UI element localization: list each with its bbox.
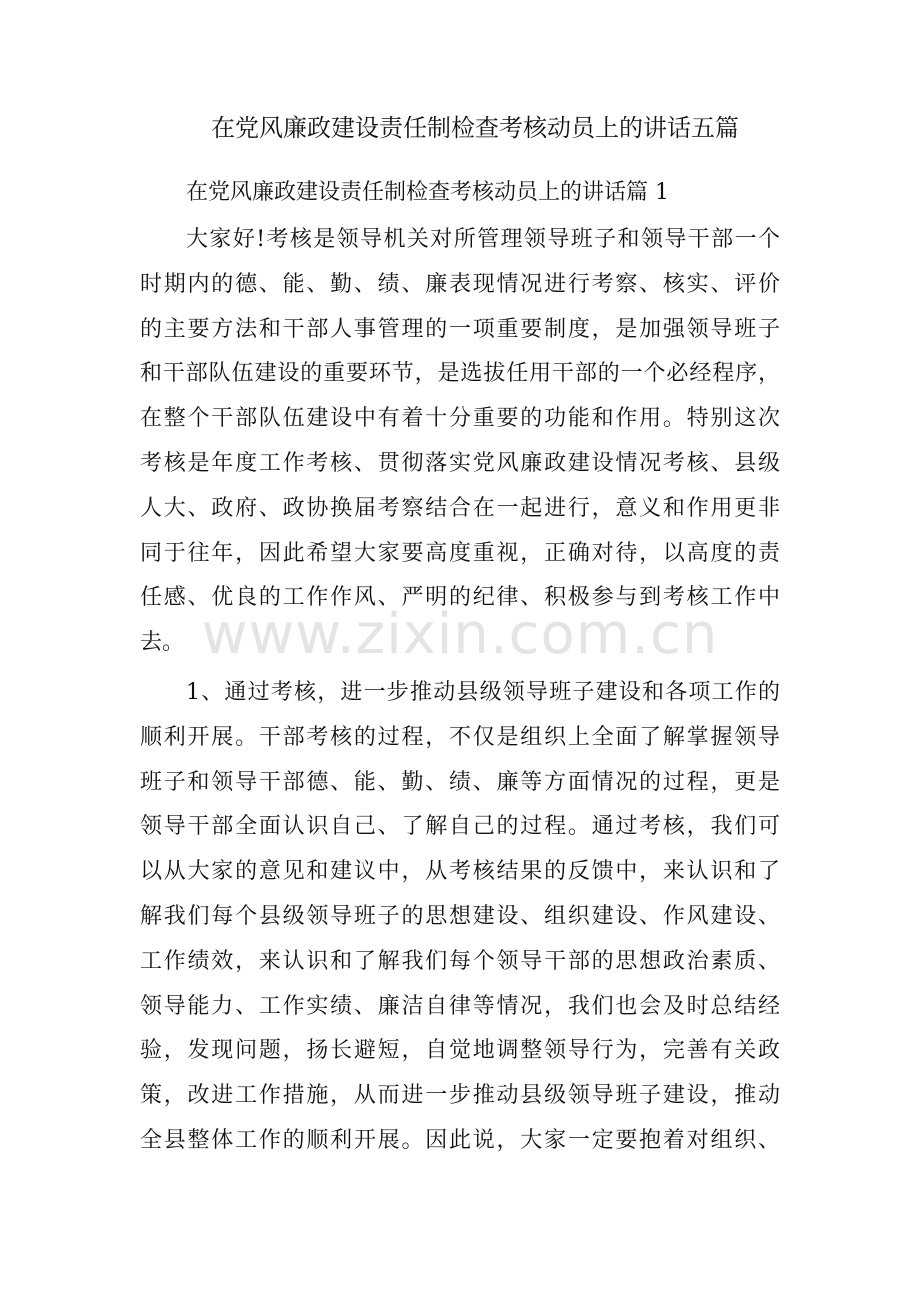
- text-line: 时期内的德、能、勤、绩、廉表现情况进行考察、核实、评价: [140, 271, 780, 297]
- text-line: 人大、政府、政协换届考察结合在一起进行，意义和作用更非: [140, 495, 780, 521]
- text-line: 和干部队伍建设的重要环节，是选拔任用干部的一个必经程序，: [140, 361, 780, 387]
- text-line: 在整个干部队伍建设中有着十分重要的功能和作用。特别这次: [140, 406, 780, 432]
- text-line: 领导能力、工作实绩、廉洁自律等情况，我们也会及时总结经: [140, 993, 780, 1019]
- document-body: [140, 170, 780, 1164]
- paragraph: [140, 671, 780, 1164]
- text-line: 去。: [140, 630, 185, 656]
- text-line: 工作绩效，来认识和了解我们每个领导干部的思想政治素质、: [140, 948, 780, 974]
- text-line: 的主要方法和干部人事管理的一项重要制度，是加强领导班子: [140, 316, 780, 342]
- text-line: 任感、优良的工作作风、严明的纪律、积极参与到考核工作中: [140, 585, 780, 611]
- text-line: 策，改进工作措施，从而进一步推动县级领导班子建设，推动: [140, 1083, 780, 1109]
- text-line: 全县整体工作的顺利开展。因此说，大家一定要抱着对组织、: [140, 1127, 780, 1153]
- watermark: www.zixin.com.cn: [201, 602, 719, 667]
- text-line: 以从大家的意见和建议中，从考核结果的反馈中，来认识和了: [140, 859, 780, 885]
- text-line: 解我们每个县级领导班子的思想建设、组织建设、作风建设、: [140, 903, 780, 929]
- paragraph: [140, 218, 780, 666]
- section-heading: 在党风廉政建设责任制检查考核动员上的讲话篇 1: [186, 180, 669, 205]
- text-line: 班子和领导干部德、能、勤、绩、廉等方面情况的过程，更是: [140, 769, 780, 795]
- text-line: 顺利开展。干部考核的过程，不仅是组织上全面了解掌握领导: [140, 724, 780, 750]
- text-line: 1、通过考核，进一步推动县级领导班子建设和各项工作的: [186, 679, 780, 705]
- text-line: 考核是年度工作考核、贯彻落实党风廉政建设情况考核、县级: [140, 450, 780, 476]
- text-line: 大家好!考核是领导机关对所管理领导班子和领导干部一个: [186, 227, 780, 252]
- document-title: 在党风廉政建设责任制检查考核动员上的讲话五篇: [211, 114, 739, 142]
- text-line: 同于往年，因此希望大家要高度重视，正确对待，以高度的责: [140, 540, 780, 566]
- text-line: 验，发现问题，扬长避短，自觉地调整领导行为，完善有关政: [140, 1038, 780, 1064]
- text-line: 领导干部全面认识自己、了解自己的过程。通过考核，我们可: [140, 814, 780, 840]
